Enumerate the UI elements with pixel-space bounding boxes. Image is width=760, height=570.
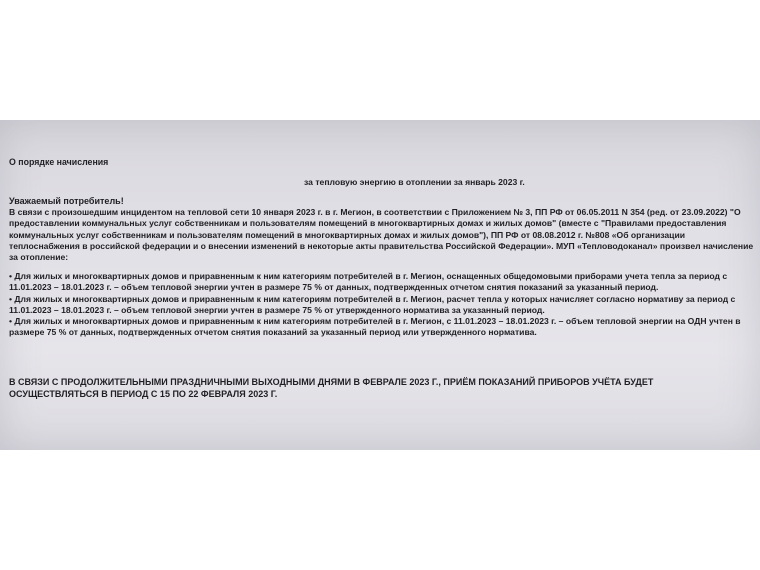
document-body — [9, 196, 757, 338]
bullet-item: • Для жилых и многоквартирных домов и приравненным к ним категориям потребителей в г. Мегион, с 11.01.2023 – 18.01.2023 г. – объем тепловой энергии на ОДН учтен в размере 75 % от данных, подтвержденных отчетом снятия показаний за указанный период или утвержденного норматива. — [9, 316, 741, 338]
paper-sheet — [0, 120, 760, 450]
document-heading: О порядке начисления — [9, 157, 109, 167]
bullet-list — [9, 271, 757, 338]
bullet-item: • Для жилых и многоквартирных домов и приравненным к ним категориям потребителей в г. Мегион, оснащенных общедомовыми приборами учета тепла за период с 11.01.2023 – 18.01.2023 г. – объем тепловой энергии учтен в размере 75 % от данных, подтвержденных отчетом снятия показаний за указанный период. — [9, 271, 728, 293]
notice-paragraph: В СВЯЗИ С ПРОДОЛЖИТЕЛЬНЫМИ ПРАЗДНИЧНЫМИ ВЫХОДНЫМИ ДНЯМИ В ФЕВРАЛЕ 2023 Г., ПРИЁМ ПОКАЗАНИЙ ПРИБОРОВ УЧЁТА БУДЕТ ОСУЩЕСТВЛЯТЬСЯ В ПЕРИОД С 15 ПО 22 ФЕВРАЛЯ 2023 Г. — [9, 377, 654, 399]
bullet-item: • Для жилых и многоквартирных домов и приравненным к ним категориям потребителей в г. Мегион, расчет тепла у которых начисляет согласно нормативу за период с 11.01.2023 – 18.01.2023 г. – объем тепловой энергии учтен в размере 75 % от утвержденного норматива за указанный период. — [9, 293, 736, 315]
intro-paragraph: В связи с произошедшим инцидентом на тепловой сети 10 января 2023 г. в г. Мегион, в соответствии с Приложением № 3, ПП РФ от 06.05.2011 N 354 (ред. от 23.09.2022) "О предоставлении коммунальных услуг собственникам и пользователям помещений в многоквартирных домах и жилых домов" (вместе с "Правилами предоставления коммунальных услуг собственникам и пользователям помещений в многоквартирных домах и жилых домов"), ПП РФ от 08.08.2012 г. №808 «Об организации теплоснабжения в российской федерации и о внесении изменений в некоторые акты правительства Российской Федерации». МУП «Тепловодоканал» произвел начисление за отопление: — [9, 207, 754, 263]
greeting: Уважаемый потребитель! — [9, 196, 124, 206]
document-subheading: за тепловую энергию в отоплении за январь 2023 г. — [304, 177, 525, 187]
